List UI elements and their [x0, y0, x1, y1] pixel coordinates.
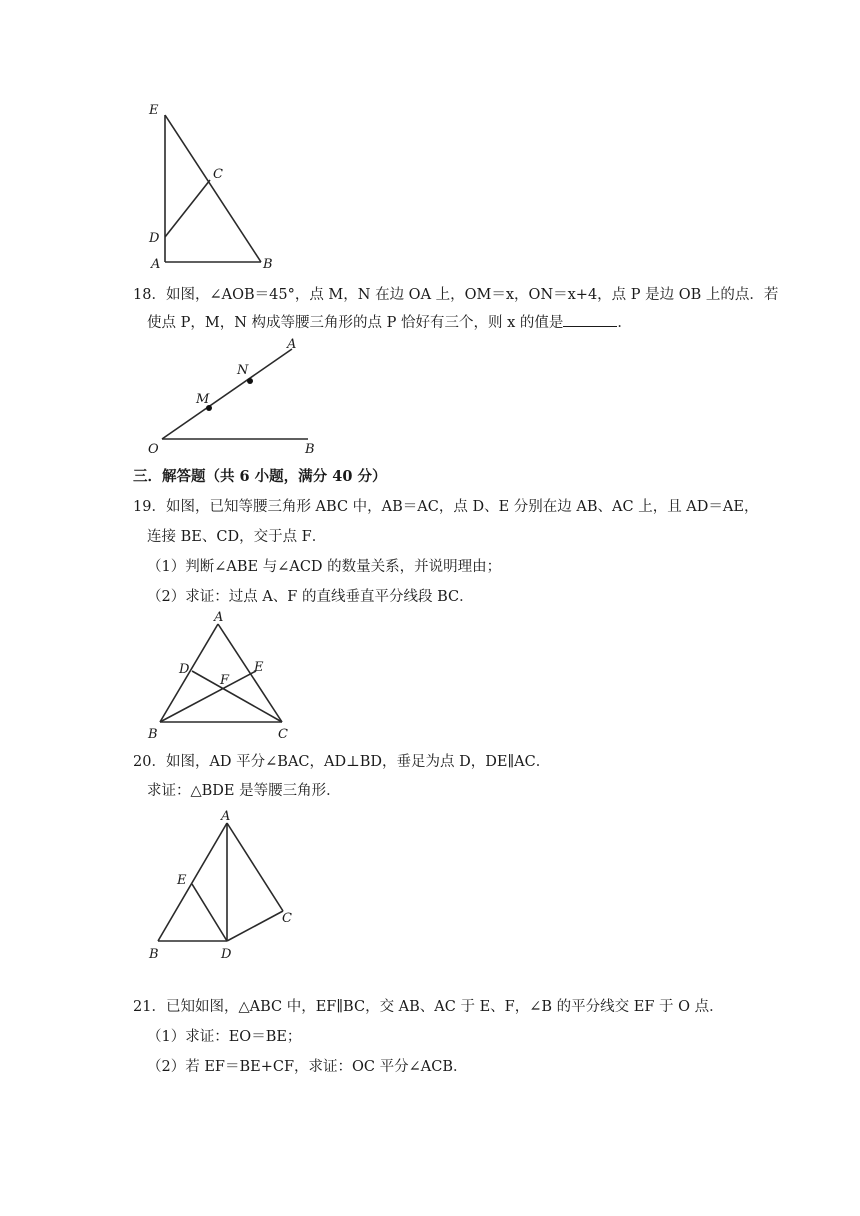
q19-line1: 19．如图，已知等腰三角形 ABC 中，AB＝AC，点 D、E 分别在边 AB、AC 上，且 AD＝AE， [133, 499, 759, 515]
label-D: D [179, 662, 190, 677]
label-C: C [278, 727, 288, 742]
q18-line2 [147, 313, 632, 333]
q20-line2: 求证：△BDE 是等腰三角形． [147, 783, 341, 799]
label-B: B [263, 257, 273, 272]
label-D: D [149, 231, 160, 246]
label-E: E [177, 873, 187, 888]
q21-part2: （2）若 EF＝BE+CF，求证：OC 平分∠ACB． [147, 1059, 468, 1075]
section-heading: 三．解答题（共 6 小题，满分 40 分） [133, 468, 387, 485]
answer-blank [563, 313, 617, 327]
label-C: C [213, 167, 223, 182]
figure-q19 [140, 608, 310, 743]
q21-part1: （1）求证：EO＝BE； [147, 1029, 302, 1045]
q19-part2: （2）求证：过点 A、F 的直线垂直平分线段 BC． [147, 589, 474, 605]
label-C: C [282, 911, 292, 926]
label-B: B [149, 947, 159, 962]
q19-part1: （1）判断∠ABE 与∠ACD 的数量关系，并说明理由； [147, 559, 502, 575]
q20-line1: 20．如图，AD 平分∠BAC，AD⊥BD，垂足为点 D，DE∥AC． [133, 754, 551, 770]
q18-line2-text: 使点 P，M，N 构成等腰三角形的点 P 恰好有三个，则 x 的值是 [147, 315, 564, 331]
label-F: F [220, 673, 230, 688]
label-B: B [148, 727, 158, 742]
label-A: A [214, 610, 224, 625]
label-D: D [221, 947, 232, 962]
label-O: O [148, 442, 159, 457]
label-A: A [151, 257, 161, 272]
label-B: B [305, 442, 315, 457]
figure-q18 [140, 335, 340, 460]
label-M: M [196, 392, 210, 407]
q18-line1: 18．如图，∠AOB＝45°，点 M，N 在边 OA 上，OM＝x，ON＝x+4，点 P 是边 OB 上的点．若 [133, 287, 779, 303]
label-E: E [254, 660, 264, 675]
label-N: N [237, 363, 249, 378]
label-E: E [149, 103, 159, 118]
q21-line1: 21．已知如图，△ABC 中，EF∥BC，交 AB、AC 于 E、F，∠B 的平分线交 EF 于 O 点． [133, 999, 724, 1015]
q19-line2: 连接 BE、CD，交于点 F． [147, 529, 327, 545]
figure-q17 [140, 95, 290, 275]
q18-line2-end: ． [617, 315, 632, 331]
label-A: A [287, 337, 297, 352]
figure-q20 [140, 805, 310, 965]
label-A: A [221, 809, 231, 824]
